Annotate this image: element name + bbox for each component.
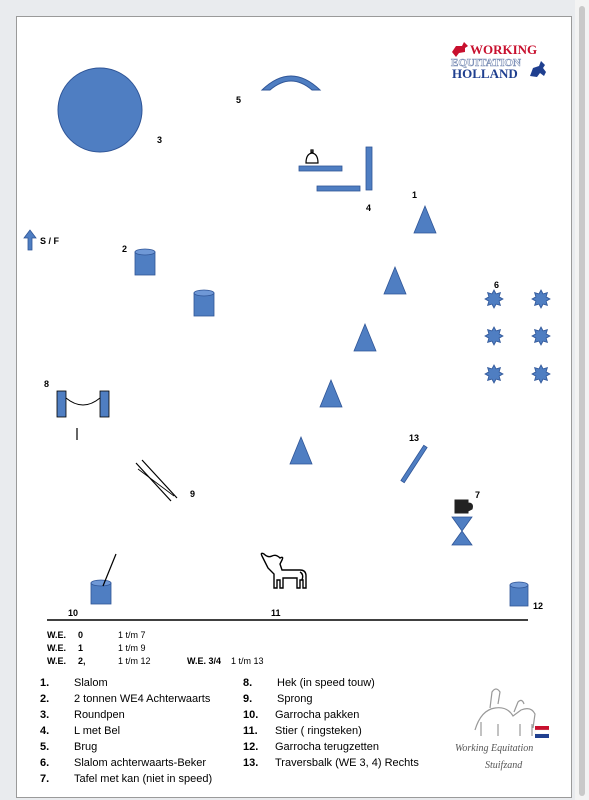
label-11: 11 xyxy=(271,608,281,618)
legend-right-text-11: Stier ( ringsteken) xyxy=(275,725,362,737)
logo-line-2: EQUITATION xyxy=(451,57,521,69)
logo-bottom-line-1: Working Equitation xyxy=(455,743,534,754)
slalom-cone-5 xyxy=(290,437,312,464)
legend-right-num-11: 11. xyxy=(243,725,258,737)
legend-left-text-6: Slalom achterwaarts-Beker xyxy=(74,757,207,769)
bell-icon xyxy=(306,150,318,163)
traverse-beam xyxy=(401,445,427,482)
barrel-2 xyxy=(194,290,214,316)
roundpen-circle xyxy=(58,68,142,152)
star-marker-2 xyxy=(532,290,550,308)
working-equitation-stuifzand-logo xyxy=(455,689,549,771)
label-10: 10 xyxy=(68,608,79,618)
level-name-2: W.E. xyxy=(47,656,67,666)
legend-right-num-8: 8. xyxy=(243,677,253,689)
level-name-extra: W.E. 3/4 xyxy=(187,656,222,666)
gate xyxy=(57,391,109,440)
legend-left-text-2: 2 tonnen WE4 Achterwaarts xyxy=(74,693,211,705)
legend-right-text-8: Hek (in speed touw) xyxy=(277,677,375,689)
working-equitation-holland-logo xyxy=(451,42,546,81)
l-bar-bottom xyxy=(317,186,360,191)
l-bar-vertical xyxy=(366,147,372,190)
label-6: 6 xyxy=(494,280,500,290)
level-range-0: 1 t/m 7 xyxy=(118,630,146,640)
gate-rope xyxy=(66,398,100,405)
legend-left-num-3: 3. xyxy=(40,709,50,721)
level-range-2: 1 t/m 12 xyxy=(118,656,151,666)
slalom-cone-4 xyxy=(320,380,342,407)
star-marker-4 xyxy=(532,327,550,345)
legend-right-text-10: Garrocha pakken xyxy=(275,709,360,721)
star-marker-3 xyxy=(485,327,503,345)
garrocha-return-barrel xyxy=(510,582,528,606)
legend-left-num-7: 7. xyxy=(40,773,50,785)
level-name-0: W.E. xyxy=(47,630,67,640)
legend-left-num-5: 5. xyxy=(40,741,50,753)
jug-icon xyxy=(455,500,473,513)
level-number-2: 2, xyxy=(78,656,86,666)
flag-red xyxy=(535,726,549,730)
legend-left-text-5: Brug xyxy=(74,741,98,753)
riders-sketch-icon xyxy=(475,689,535,736)
label-3: 3 xyxy=(157,135,163,145)
bull-icon xyxy=(261,553,306,588)
legend-right-num-10: 10. xyxy=(243,709,259,721)
slalom-cone-3 xyxy=(354,324,376,351)
star-marker-1 xyxy=(485,290,503,308)
jump xyxy=(136,460,177,501)
legend-right-text-13: Traversbalk (WE 3, 4) Rechts xyxy=(275,757,419,769)
gate-post-left xyxy=(57,391,66,417)
l-with-bell xyxy=(299,147,372,191)
table-shape xyxy=(452,517,472,545)
logo-line-1: WORKING xyxy=(470,42,538,57)
label-8: 8 xyxy=(44,379,50,389)
star-marker-6 xyxy=(532,365,550,383)
horse-rider-red-icon xyxy=(452,42,468,57)
level-name-1: W.E. xyxy=(47,643,67,653)
slalom-backwards-markers xyxy=(485,290,550,383)
legend-right-text-9: Sprong xyxy=(277,693,313,705)
slalom-cone-2 xyxy=(384,267,406,294)
bridge-shape xyxy=(262,76,320,90)
legend-left-num-6: 6. xyxy=(40,757,50,769)
gate-post-right xyxy=(100,391,109,417)
l-bar-top xyxy=(299,166,342,171)
label-4: 4 xyxy=(366,203,372,213)
legend-left-num-1: 1. xyxy=(40,677,50,689)
horse-rider-blue-icon xyxy=(530,61,546,77)
label-7: 7 xyxy=(475,490,481,500)
level-number-1: 1 xyxy=(78,643,84,653)
level-range-1: 1 t/m 9 xyxy=(118,643,146,653)
flag-white xyxy=(535,730,549,734)
label-13: 13 xyxy=(409,433,420,443)
scrollbar-thumb[interactable] xyxy=(579,6,585,796)
logo-line-3: HOLLAND xyxy=(452,66,518,81)
start-finish-arrow-icon xyxy=(24,230,36,250)
legend-left-num-2: 2. xyxy=(40,693,50,705)
label-1: 1 xyxy=(412,190,418,200)
label-2: 2 xyxy=(122,244,128,254)
legend-left-text-7: Tafel met kan (niet in speed) xyxy=(74,773,213,785)
label-9: 9 xyxy=(190,489,196,499)
legend-left-text-1: Slalom xyxy=(74,677,108,689)
label-start-finish: S / F xyxy=(40,236,60,246)
slalom-cone-1 xyxy=(414,206,436,233)
barrel-1 xyxy=(135,249,155,275)
level-range-extra: 1 t/m 13 xyxy=(231,656,264,666)
legend-left-num-4: 4. xyxy=(40,725,50,737)
legend-right-num-13: 13. xyxy=(243,757,259,769)
level-number-0: 0 xyxy=(78,630,84,640)
legend-right-num-9: 9. xyxy=(243,693,253,705)
table-with-jug xyxy=(452,500,473,545)
star-marker-5 xyxy=(485,365,503,383)
logo-bottom-line-2: Stuifzand xyxy=(485,760,523,771)
label-12: 12 xyxy=(533,601,544,611)
legend-left-text-3: Roundpen xyxy=(74,709,125,721)
legend-right-text-12: Garrocha terugzetten xyxy=(275,741,379,753)
garrocha-pickup-barrel xyxy=(91,554,116,604)
label-5: 5 xyxy=(236,95,242,105)
legend-left-text-4: L met Bel xyxy=(74,725,121,737)
legend-right-num-12: 12. xyxy=(243,741,259,753)
flag-blue xyxy=(535,734,549,738)
